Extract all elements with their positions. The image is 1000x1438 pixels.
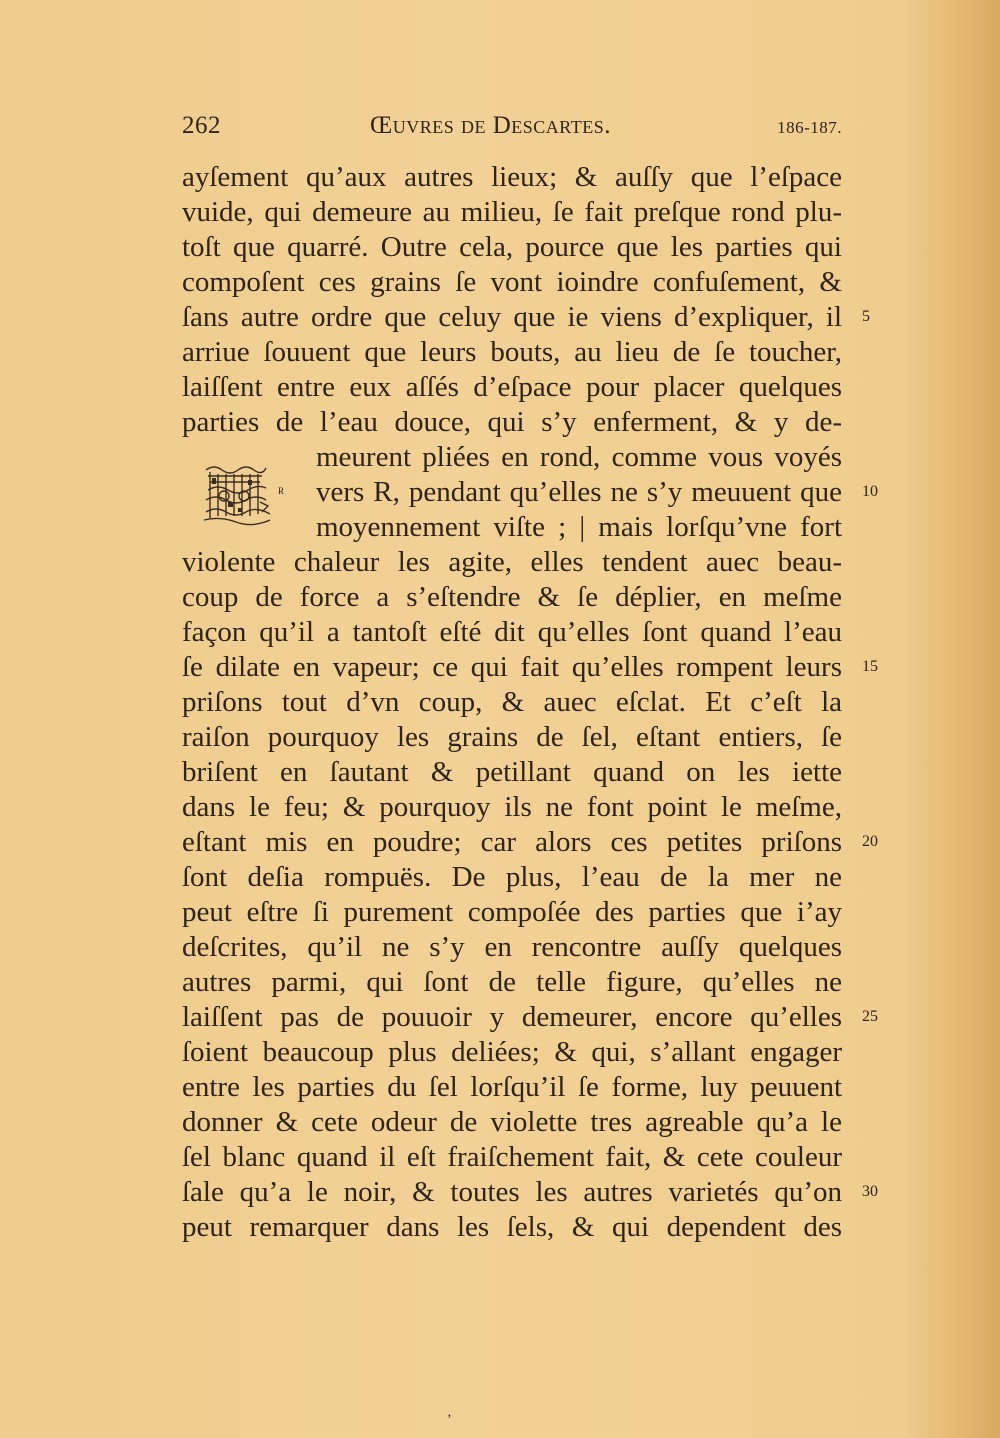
crystal-figure (200, 458, 292, 530)
text-line: coup de force a s’eſtendre & ſe déplier, en meſme (182, 581, 842, 613)
text-line: ſont deſia rompuës. De plus, l’eau de la mer ne (182, 861, 842, 893)
line-number: 10 (862, 483, 878, 500)
text-line: vers R, pendant qu’elles ne s’y meuuent que (316, 476, 842, 508)
text-line: violente chaleur les agite, elles tendent auec beau- (182, 546, 842, 578)
text-line: ayſement qu’aux autres lieux; & auſſy que l’eſpace (182, 161, 842, 193)
line-number: 30 (862, 1183, 878, 1200)
line-number: 5 (862, 308, 870, 325)
text-line: ſans autre ordre que celuy que ie viens d’expliquer, il (182, 301, 842, 333)
text-line: deſcrites, qu’il ne s’y en rencontre auſſy quelques (182, 931, 842, 963)
text-line: ſale qu’a le noir, & toutes les autres varietés qu’on (182, 1176, 842, 1208)
text-line: ſe dilate en vapeur; ce qui fait qu’elles rompent leurs (182, 651, 842, 683)
line-number: 20 (862, 833, 878, 850)
text-line: briſent en ſautant & petillant quand on les iette (182, 756, 842, 788)
text-line: compoſent ces grains ſe vont ioindre confuſement, & (182, 266, 842, 298)
figure-label: R (278, 486, 285, 496)
folio-range: 186-187. (777, 118, 842, 137)
line-number: 15 (862, 658, 878, 675)
text-line: laiſſent entre eux aſſés d’eſpace pour placer quelques (182, 371, 842, 403)
text-line: raiſon pourquoy les grains de ſel, eſtant entiers, ſe (182, 721, 842, 753)
text-line: vuide, qui demeure au milieu, ſe fait preſque rond plu- (182, 196, 842, 228)
line-number: 25 (862, 1008, 878, 1025)
stray-mark: ‚ (447, 1405, 452, 1420)
text-line: priſons tout d’vn coup, & auec eſclat. Et c’eſt la (182, 686, 842, 718)
text-line: moyennement viſte ; | mais lorſqu’vne fort (316, 511, 842, 543)
text-line: ſoient beaucoup plus deliées; & qui, s’allant engager (182, 1036, 842, 1068)
text-line: toſt que quarré. Outre cela, pource que les parties qui (182, 231, 842, 263)
text-line: donner & cete odeur de violette tres agreable qu’a le (182, 1106, 842, 1138)
text-line: meurent pliées en rond, comme vous voyés (316, 441, 842, 473)
page-number: 262 (182, 112, 221, 139)
text-line: dans le feu; & pourquoy ils ne font point le meſme, (182, 791, 842, 823)
text-line: ſel blanc quand il eſt fraiſchement fait, & cete couleur (182, 1141, 842, 1173)
page-header (182, 112, 842, 146)
text-line: parties de l’eau douce, qui s’y enferment, & y de- (182, 406, 842, 438)
running-title: Œuvres de Descartes. (370, 112, 611, 139)
text-line: peut eſtre ſi purement compoſée des parties que i’ay (182, 896, 842, 928)
text-line: entre les parties du ſel lorſqu’il ſe forme, luy peuuent (182, 1071, 842, 1103)
text-line: arriue ſouuent que leurs bouts, au lieu de ſe toucher, (182, 336, 842, 368)
text-line: eſtant mis en poudre; car alors ces petites priſons (182, 826, 842, 858)
text-line: peut remarquer dans les ſels, & qui dependent des (182, 1211, 842, 1243)
text-line: façon qu’il a tantoſt eſté dit qu’elles ſont quand l’eau (182, 616, 842, 648)
text-line: autres parmi, qui ſont de telle figure, qu’elles ne (182, 966, 842, 998)
text-line: laiſſent pas de pouuoir y demeurer, encore qu’elles (182, 1001, 842, 1033)
